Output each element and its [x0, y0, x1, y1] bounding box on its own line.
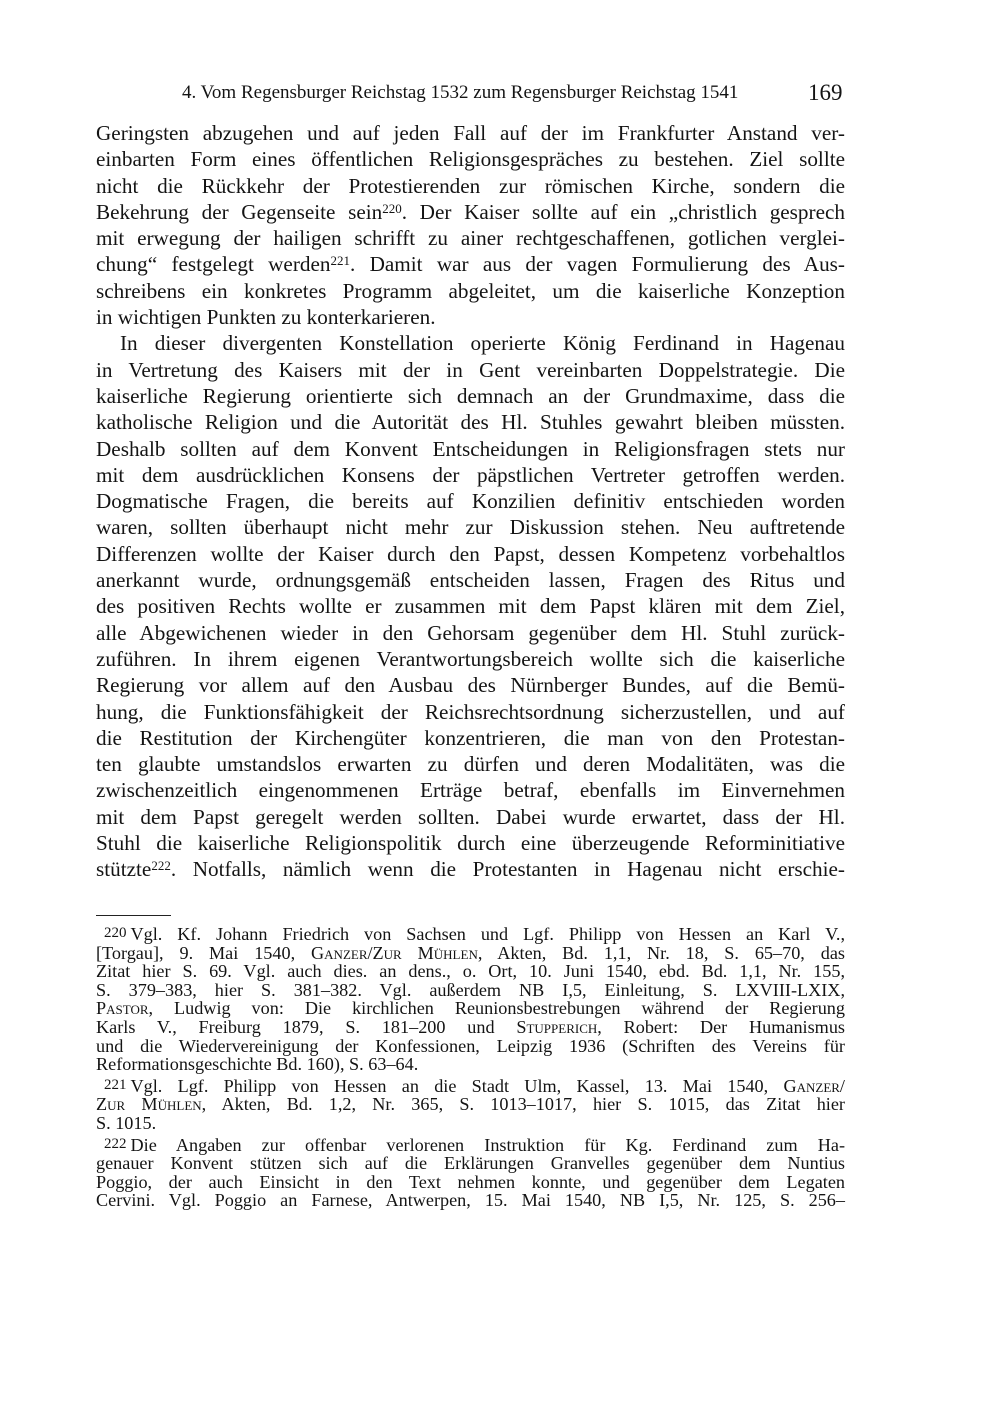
text-line: Deshalb sollten auf dem Konvent Entscheidungen in Religionsfragen stets nur — [96, 436, 845, 461]
footnotes — [96, 924, 845, 1212]
text-line: Regierung vor allem auf den Ausbau des Nürnberger Bundes, auf die Bemü- — [96, 673, 845, 698]
text-line: nicht die Rückkehr der Protestierenden zur römischen Kirche, sondern die — [96, 173, 845, 198]
text-fragment: , Akten, Bd. 1,1, Nr. 18, S. 65–70, das — [477, 942, 845, 963]
text-fragment: stützte — [96, 857, 152, 882]
text-fragment: , Robert: Der Humanismus — [597, 1016, 845, 1037]
text-line: alle Abgewichenen wieder in den Gehorsam gegenüber dem Hl. Stuhl zurück- — [96, 620, 845, 645]
text-line: Geringsten abzugehen und auf jeden Fall auf der im Frankfurter Anstand ver- — [96, 121, 845, 145]
footnote-221 — [96, 1076, 845, 1133]
text-line: schreibens ein konkretes Programm abgeleitet, um die kaiserliche Konzeption — [96, 278, 845, 303]
text-line: In dieser divergenten Konstellation operierte König Ferdinand in Hagenau — [120, 331, 845, 356]
text-fragment: . Damit war aus der vagen Formulierung des Aus- — [349, 252, 845, 277]
text-fragment: Karls V., Freiburg 1879, S. 181–200 und — [96, 1016, 517, 1037]
text-fragment: Die Angaben zur offenbar verlorenen Instruktion für Kg. Ferdinand zum Ha- — [130, 1134, 845, 1155]
text-line: zuführen. In ihrem eigenen Verantwortungsbereich wollte sich die kaiserliche — [96, 646, 845, 671]
text-fragment: [Torgau], 9. Mai 1540, — [96, 942, 312, 963]
text-line: und die Wiedervereinigung der Konfessionen, Leipzig 1936 (Schriften des Vereins für — [96, 1035, 845, 1056]
text-line: Dogmatische Fragen, die bereits auf Konzilien definitiv entschieden worden — [96, 489, 845, 514]
text-fragment: , Ludwig von: Die kirchlichen Reunionsbestrebungen während der Regierung — [148, 998, 845, 1019]
text-line: Reformationsgeschichte Bd. 160), S. 63–64. — [96, 1054, 419, 1075]
footnote-number: 220 — [104, 925, 127, 941]
text-line: genauer Konvent stützen sich auf die Erklärungen Granvelles gegenüber dem Nuntius — [96, 1153, 845, 1174]
text-line: in Vertretung des Kaisers mit der in Gent vereinbarten Doppelstrategie. Die — [96, 357, 845, 382]
text-line: Zitat hier S. 69. Vgl. auch dies. an dens., o. Ort, 10. Juni 1540, ebd. Bd. 1,1, Nr. 155, — [96, 961, 845, 982]
text-line: anerkannt wurde, ordnungsgemäß entscheiden lassen, Fragen des Ritus und — [96, 568, 845, 593]
footnote-ref-222[interactable]: 222 — [151, 858, 171, 874]
text-fragment: , Akten, Bd. 1,2, Nr. 365, S. 1013–1017, hier S. 1015, das Zitat hier — [201, 1094, 845, 1115]
text-line: des positiven Rechts wollte er zusammen mit dem Papst klären mit dem Ziel, — [96, 594, 845, 619]
text-fragment: Vgl. Lgf. Philipp von Hessen an die Stadt Ulm, Kassel, 13. Mai 1540, — [130, 1075, 784, 1096]
page-number: 169 — [808, 80, 843, 105]
text-line: die Restitution der Kirchengüter konzentrieren, die man von den Protestan- — [96, 725, 845, 750]
text-line: S. 379–383, hier S. 381–382. Vgl. außerdem NB I,5, Einleitung, S. LXVIII-LXIX, — [96, 979, 845, 1000]
text-line: mit erwegung der hailigen schrifft zu ainer rechtgeschaffenen, gotlichen verglei- — [96, 226, 845, 251]
text-line — [96, 999, 845, 1018]
text-line: Differenzen wollte der Kaiser durch den Papst, dessen Kompetenz vorbehaltlos — [96, 541, 845, 566]
text-line: kaiserliche Regierung orientierte sich demnach an der Grundmaxime, dass die — [96, 383, 845, 408]
text-line: mit dem Papst geregelt werden sollten. Dabei wurde erwartet, dass der Hl. — [96, 804, 845, 829]
text-line — [96, 924, 845, 944]
text-fragment: . Notfalls, nämlich wenn die Protestanten in Hagenau nicht erschie- — [170, 857, 845, 882]
text-line: katholische Religion und die Autorität des Hl. Stuhles gewahrt bleiben müssten. — [96, 410, 845, 435]
text-line: Stuhl die kaiserliche Religionspolitik durch eine überzeugende Reforminitiative — [96, 831, 845, 856]
paragraph-2 — [96, 330, 845, 882]
text-line: zwischenzeitlich eingenommenen Erträge betraf, ebenfalls im Einvernehmen — [96, 778, 845, 803]
author-name: Ganzer/Zur Mühlen — [311, 942, 478, 963]
text-line — [96, 199, 845, 225]
text-line: Cervini. Vgl. Poggio an Farnese, Antwerpen, 15. Mai 1540, NB I,5, Nr. 125, S. 256– — [96, 1190, 845, 1211]
text-fragment: Bekehrung der Gegenseite sein — [96, 199, 383, 224]
text-line — [96, 1076, 845, 1096]
text-line — [96, 1095, 845, 1114]
running-header — [0, 80, 1004, 110]
author-name: Pastor — [96, 998, 149, 1019]
running-title: 4. Vom Regensburger Reichstag 1532 zum Regensburger Reichstag 1541 — [182, 82, 739, 103]
footnote-220 — [96, 924, 845, 1074]
text-fragment: Vgl. Kf. Johann Friedrich von Sachsen und Lgf. Philipp von Hessen an Karl V., — [130, 924, 845, 944]
text-line: Poggio, der auch Einsicht in den Text nehmen konnte, und gegenüber dem Legaten — [96, 1171, 845, 1192]
text-fragment: chung“ festgelegt werden — [96, 252, 331, 277]
footnote-number: 221 — [104, 1076, 127, 1093]
paragraph-1 — [96, 120, 845, 330]
text-line — [96, 1018, 845, 1037]
text-line: in wichtigen Punkten zu konterkarieren. — [96, 305, 436, 330]
footnote-ref-221[interactable]: 221 — [330, 253, 350, 269]
footnote-separator — [96, 915, 171, 916]
text-line: S. 1015. — [96, 1112, 157, 1133]
text-fragment: . Der Kaiser sollte auf ein „christlich gesprech — [401, 199, 845, 224]
text-line: hung, die Funktionsfähigkeit der Reichsrechtsordnung sicherzustellen, und auf — [96, 699, 845, 724]
text-line — [96, 251, 845, 277]
text-line — [96, 944, 845, 963]
text-line — [96, 1135, 845, 1155]
text-line: einbarten Form eines öffentlichen Religionsgespräches zu bestehen. Ziel sollte — [96, 147, 845, 172]
text-line — [96, 856, 845, 882]
author-name: Zur Mühlen — [96, 1094, 202, 1115]
footnote-ref-220[interactable]: 220 — [382, 200, 402, 216]
text-line: waren, sollten überhaupt nicht mehr zur Diskussion stehen. Neu auftretende — [96, 515, 845, 540]
footnote-222 — [96, 1135, 845, 1210]
author-name: Stupperich — [516, 1016, 598, 1037]
footnote-number: 222 — [104, 1135, 127, 1152]
main-text — [96, 120, 845, 883]
text-line: ten glaubte umstandslos erwarten zu dürfen und deren Modalitäten, was die — [96, 752, 845, 777]
text-line: mit dem ausdrücklichen Konsens der päpstlichen Vertreter getroffen werden. — [96, 462, 845, 487]
author-name: Ganzer/ — [783, 1075, 845, 1096]
